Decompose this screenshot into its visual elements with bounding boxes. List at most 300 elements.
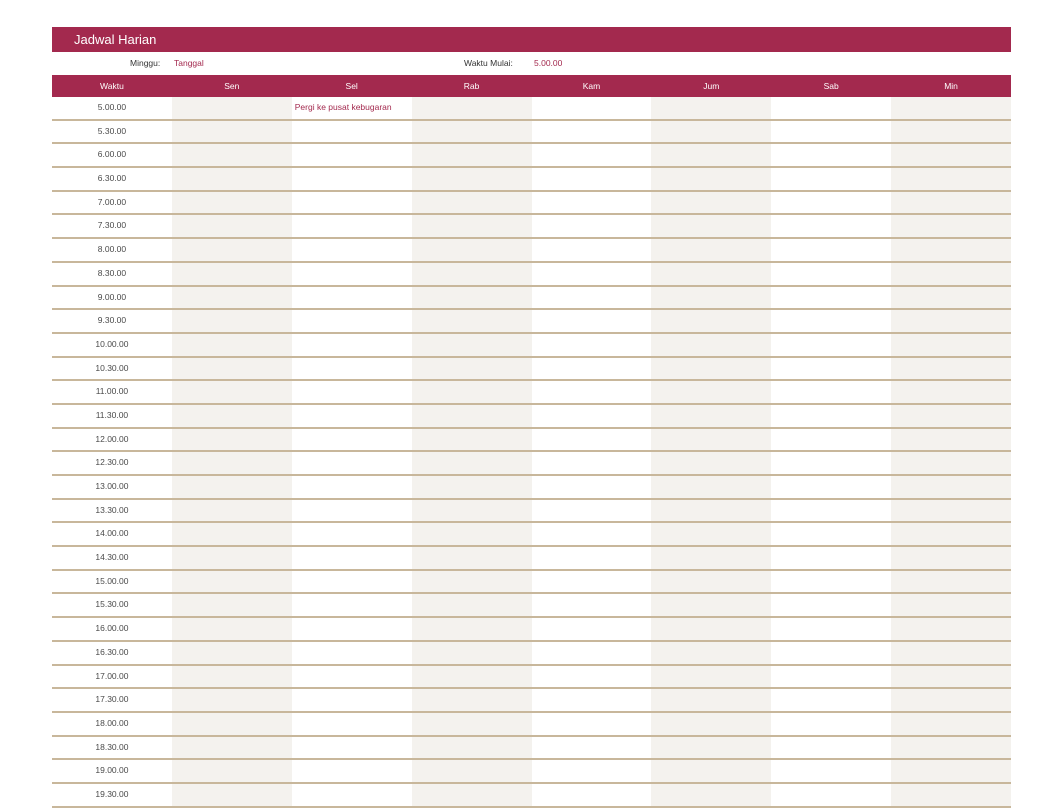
schedule-cell[interactable] [891,121,1011,143]
schedule-cell[interactable] [412,689,532,711]
schedule-entry [412,789,415,799]
schedule-cell[interactable] [172,121,292,143]
schedule-entry [771,718,774,728]
schedule-entry [412,244,415,254]
schedule-cell[interactable] [412,192,532,214]
schedule-cell[interactable] [891,689,1011,711]
schedule-entry [412,552,415,562]
schedule-cell[interactable] [172,358,292,380]
schedule-cell[interactable] [891,192,1011,214]
schedule-entry [532,694,535,704]
schedule-cell[interactable] [412,215,532,237]
schedule-entry [771,102,774,112]
schedule-cell[interactable] [292,547,412,569]
schedule-cell[interactable] [651,310,771,332]
schedule-cell[interactable] [771,594,891,616]
schedule-cell[interactable] [172,571,292,593]
schedule-entry [771,576,774,586]
schedule-cell[interactable] [891,239,1011,261]
schedule-cell[interactable] [532,452,652,474]
schedule-cell[interactable] [651,452,771,474]
schedule-cell[interactable] [412,287,532,309]
schedule-cell[interactable] [651,642,771,664]
schedule-cell[interactable] [412,713,532,735]
schedule-cell[interactable] [532,547,652,569]
schedule-cell[interactable] [172,784,292,806]
schedule-cell[interactable] [292,642,412,664]
schedule-cell[interactable] [532,144,652,166]
schedule-entry [532,126,535,136]
schedule-cell[interactable] [532,121,652,143]
schedule-cell[interactable] [891,215,1011,237]
schedule-entry [412,126,415,136]
schedule-cell[interactable] [532,618,652,640]
schedule-cell[interactable] [412,784,532,806]
time-slot-cell: 12.00.00 [95,433,129,444]
schedule-entry [172,126,175,136]
schedule-cell[interactable] [532,594,652,616]
time-slot-cell: 6.30.00 [97,173,127,184]
schedule-entry [172,363,175,373]
schedule-entry [891,694,894,704]
schedule-cell[interactable] [292,358,412,380]
schedule-entry [651,481,654,491]
schedule-cell[interactable] [172,500,292,522]
schedule-cell[interactable] [891,334,1011,356]
schedule-cell[interactable] [412,571,532,593]
table-row [52,358,1011,382]
schedule-cell[interactable] [771,121,891,143]
table-row [52,689,1011,713]
schedule-cell[interactable] [771,215,891,237]
schedule-entry [412,268,415,278]
schedule-cell[interactable] [292,239,412,261]
schedule-entry [651,789,654,799]
table-row [52,784,1011,808]
schedule-cell[interactable] [771,642,891,664]
schedule-cell[interactable] [412,334,532,356]
schedule-cell[interactable] [172,263,292,285]
schedule-cell[interactable] [771,500,891,522]
schedule-cell[interactable] [891,784,1011,806]
schedule-cell[interactable] [532,310,652,332]
schedule-cell[interactable] [532,97,652,119]
schedule-cell[interactable] [412,547,532,569]
table-row [52,192,1011,216]
schedule-cell[interactable] [651,192,771,214]
schedule-cell[interactable] [891,381,1011,403]
schedule-cell[interactable] [172,666,292,688]
schedule-cell[interactable] [891,405,1011,427]
schedule-cell[interactable] [172,192,292,214]
schedule-entry [172,292,175,302]
time-slot-cell: 9.00.00 [97,291,127,302]
schedule-cell[interactable] [172,168,292,190]
schedule-cell[interactable] [532,476,652,498]
schedule-entry [412,315,415,325]
schedule-cell[interactable] [771,713,891,735]
schedule-cell[interactable] [292,760,412,782]
schedule-cell[interactable] [771,571,891,593]
schedule-cell[interactable] [292,618,412,640]
schedule-cell[interactable] [771,523,891,545]
schedule-cell[interactable] [172,689,292,711]
schedule-cell[interactable] [292,97,412,119]
schedule-cell[interactable] [532,334,652,356]
schedule-cell[interactable] [412,737,532,759]
schedule-cell[interactable] [651,594,771,616]
schedule-cell[interactable] [771,358,891,380]
schedule-cell[interactable] [292,310,412,332]
schedule-entry: Pergi ke pusat kebugaran [294,102,392,112]
schedule-cell[interactable] [532,263,652,285]
schedule-cell[interactable] [651,334,771,356]
schedule-cell[interactable] [172,239,292,261]
schedule-cell[interactable] [651,97,771,119]
schedule-entry [891,197,894,207]
schedule-cell[interactable] [292,571,412,593]
schedule-cell[interactable] [172,334,292,356]
schedule-cell[interactable] [292,263,412,285]
time-slot-cell: 19.00.00 [95,765,129,776]
schedule-cell[interactable] [292,192,412,214]
schedule-cell[interactable] [771,381,891,403]
schedule-cell[interactable] [891,97,1011,119]
schedule-entry [412,671,415,681]
schedule-cell[interactable] [651,358,771,380]
time-slot-cell: 18.30.00 [95,741,129,752]
schedule-cell[interactable] [891,358,1011,380]
schedule-cell[interactable] [412,239,532,261]
schedule-cell[interactable] [771,239,891,261]
schedule-cell[interactable] [891,547,1011,569]
schedule-entry [172,671,175,681]
schedule-entry [292,244,295,254]
schedule-entry [771,623,774,633]
schedule-entry [891,126,894,136]
schedule-entry [651,765,654,775]
schedule-cell[interactable] [651,571,771,593]
schedule-cell[interactable] [771,547,891,569]
schedule-cell[interactable] [651,168,771,190]
schedule-cell[interactable] [891,144,1011,166]
time-slot-cell: 12.30.00 [95,457,129,468]
schedule-cell[interactable] [651,476,771,498]
schedule-cell[interactable] [891,760,1011,782]
time-slot-cell: 11.00.00 [95,386,129,397]
schedule-cell[interactable] [891,571,1011,593]
schedule-cell[interactable] [172,618,292,640]
schedule-entry [771,599,774,609]
schedule-entry [412,197,415,207]
schedule-cell[interactable] [412,358,532,380]
schedule-cell[interactable] [771,97,891,119]
schedule-cell[interactable] [532,689,652,711]
schedule-cell[interactable] [532,737,652,759]
schedule-cell[interactable] [292,381,412,403]
time-slot-cell: 14.00.00 [95,528,129,539]
schedule-cell[interactable] [292,405,412,427]
schedule-cell[interactable] [771,784,891,806]
schedule-cell[interactable] [292,168,412,190]
schedule-cell[interactable] [412,666,532,688]
schedule-cell[interactable] [172,547,292,569]
schedule-entry [651,292,654,302]
schedule-cell[interactable] [532,784,652,806]
schedule-entry [891,315,894,325]
schedule-cell[interactable] [292,452,412,474]
schedule-cell[interactable] [771,737,891,759]
schedule-cell[interactable] [412,310,532,332]
schedule-cell[interactable] [891,594,1011,616]
schedule-cell[interactable] [771,192,891,214]
column-header-row [52,75,1011,97]
schedule-cell[interactable] [891,287,1011,309]
schedule-entry [172,765,175,775]
schedule-cell[interactable] [771,476,891,498]
schedule-cell[interactable] [651,215,771,237]
time-slot-cell: 15.30.00 [95,599,129,610]
schedule-cell[interactable] [651,784,771,806]
schedule-cell[interactable] [412,97,532,119]
schedule-cell[interactable] [891,263,1011,285]
schedule-entry [771,315,774,325]
schedule-cell[interactable] [891,310,1011,332]
schedule-entry [651,410,654,420]
schedule-cell[interactable] [292,500,412,522]
schedule-cell[interactable] [532,713,652,735]
table-row [52,429,1011,453]
schedule-cell[interactable] [532,192,652,214]
schedule-entry [412,339,415,349]
schedule-cell[interactable] [771,618,891,640]
schedule-cell[interactable] [172,429,292,451]
schedule-cell[interactable] [532,429,652,451]
schedule-cell[interactable] [891,737,1011,759]
week-label: Minggu: [130,58,161,68]
schedule-entry [172,410,175,420]
schedule-cell[interactable] [891,666,1011,688]
schedule-cell[interactable] [172,642,292,664]
schedule-cell[interactable] [891,500,1011,522]
schedule-cell[interactable] [891,713,1011,735]
schedule-entry [172,647,175,657]
schedule-cell[interactable] [651,523,771,545]
schedule-cell[interactable] [532,523,652,545]
schedule-cell[interactable] [651,405,771,427]
time-slot-cell: 9.30.00 [97,315,127,326]
schedule-cell[interactable] [292,784,412,806]
schedule-cell[interactable] [172,405,292,427]
schedule-cell[interactable] [172,523,292,545]
schedule-cell[interactable] [412,121,532,143]
schedule-cell[interactable] [292,287,412,309]
schedule-cell[interactable] [651,239,771,261]
schedule-cell[interactable] [532,760,652,782]
schedule-cell[interactable] [172,381,292,403]
schedule-entry [651,694,654,704]
schedule-cell[interactable] [412,594,532,616]
schedule-cell[interactable] [651,737,771,759]
schedule-cell[interactable] [532,571,652,593]
schedule-cell[interactable] [651,144,771,166]
schedule-entry [891,481,894,491]
schedule-cell[interactable] [292,334,412,356]
schedule-entry [172,694,175,704]
schedule-entry [651,386,654,396]
schedule-cell[interactable] [651,429,771,451]
schedule-entry [771,765,774,775]
schedule-cell[interactable] [771,263,891,285]
schedule-cell[interactable] [771,287,891,309]
schedule-cell[interactable] [292,523,412,545]
schedule-cell[interactable] [771,405,891,427]
schedule-entry [891,552,894,562]
schedule-cell[interactable] [532,168,652,190]
schedule-cell[interactable] [771,310,891,332]
schedule-cell[interactable] [172,144,292,166]
schedule-cell[interactable] [292,594,412,616]
schedule-entry [292,268,295,278]
schedule-cell[interactable] [292,121,412,143]
schedule-cell[interactable] [292,215,412,237]
schedule-cell[interactable] [651,689,771,711]
schedule-cell[interactable] [651,666,771,688]
schedule-cell[interactable] [771,689,891,711]
schedule-entry [412,599,415,609]
schedule-entry [651,742,654,752]
schedule-entry [292,694,295,704]
schedule-cell[interactable] [412,618,532,640]
time-slot-cell: 17.30.00 [95,694,129,705]
schedule-entry [412,410,415,420]
schedule-cell[interactable] [412,429,532,451]
schedule-cell[interactable] [891,476,1011,498]
schedule-cell[interactable] [412,405,532,427]
schedule-cell[interactable] [891,168,1011,190]
schedule-cell[interactable] [891,452,1011,474]
schedule-cell[interactable] [292,429,412,451]
schedule-cell[interactable] [412,168,532,190]
schedule-entry [891,244,894,254]
schedule-entry [891,410,894,420]
column-header-day: Sen [224,81,240,91]
schedule-cell[interactable] [292,476,412,498]
schedule-cell[interactable] [532,287,652,309]
schedule-cell[interactable] [532,642,652,664]
schedule-cell[interactable] [651,381,771,403]
schedule-cell[interactable] [172,713,292,735]
schedule-entry [891,268,894,278]
schedule-entry [172,576,175,586]
schedule-cell[interactable] [412,523,532,545]
schedule-cell[interactable] [651,121,771,143]
schedule-cell[interactable] [532,358,652,380]
schedule-cell[interactable] [771,760,891,782]
week-value-cell[interactable]: Tanggal [174,58,204,68]
schedule-entry [891,742,894,752]
schedule-entry [172,505,175,515]
schedule-cell[interactable] [891,523,1011,545]
schedule-cell[interactable] [172,97,292,119]
schedule-cell[interactable] [771,666,891,688]
table-row [52,121,1011,145]
schedule-entry [412,623,415,633]
schedule-entry [292,789,295,799]
schedule-cell[interactable] [412,263,532,285]
schedule-cell[interactable] [771,429,891,451]
schedule-cell[interactable] [292,737,412,759]
schedule-cell[interactable] [532,405,652,427]
schedule-cell[interactable] [651,263,771,285]
schedule-entry [651,576,654,586]
schedule-cell[interactable] [172,310,292,332]
schedule-entry [172,102,175,112]
schedule-cell[interactable] [292,713,412,735]
schedule-entry [651,102,654,112]
schedule-cell[interactable] [532,239,652,261]
schedule-cell[interactable] [651,287,771,309]
schedule-entry [891,173,894,183]
schedule-cell[interactable] [651,500,771,522]
schedule-cell[interactable] [891,642,1011,664]
schedule-cell[interactable] [412,500,532,522]
schedule-cell[interactable] [651,713,771,735]
schedule-cell[interactable] [771,452,891,474]
schedule-entry [532,552,535,562]
schedule-entry [172,339,175,349]
schedule-cell[interactable] [771,144,891,166]
schedule-cell[interactable] [292,144,412,166]
schedule-entry [532,481,535,491]
start-time-value-cell[interactable]: 5.00.00 [534,58,563,68]
schedule-cell[interactable] [651,618,771,640]
schedule-cell[interactable] [292,689,412,711]
time-slot-cell: 14.30.00 [95,552,129,563]
schedule-cell[interactable] [412,476,532,498]
schedule-cell[interactable] [651,547,771,569]
schedule-entry [771,789,774,799]
schedule-cell[interactable] [771,334,891,356]
schedule-cell[interactable] [172,594,292,616]
schedule-cell[interactable] [172,476,292,498]
schedule-cell[interactable] [412,144,532,166]
schedule-entry [172,220,175,230]
schedule-cell[interactable] [651,760,771,782]
schedule-cell[interactable] [891,429,1011,451]
schedule-cell[interactable] [172,452,292,474]
schedule-cell[interactable] [412,642,532,664]
schedule-cell[interactable] [412,381,532,403]
schedule-cell[interactable] [532,215,652,237]
schedule-cell[interactable] [412,452,532,474]
schedule-entry [532,386,535,396]
schedule-cell[interactable] [292,666,412,688]
schedule-cell[interactable] [172,287,292,309]
schedule-entry [891,102,894,112]
schedule-cell[interactable] [172,760,292,782]
schedule-cell[interactable] [532,666,652,688]
schedule-cell[interactable] [172,215,292,237]
schedule-cell[interactable] [532,381,652,403]
schedule-cell[interactable] [891,618,1011,640]
schedule-cell[interactable] [771,168,891,190]
table-row [52,594,1011,618]
time-slot-cell: 15.00.00 [95,575,129,586]
schedule-cell[interactable] [412,760,532,782]
schedule-cell[interactable] [532,500,652,522]
schedule-cell[interactable] [172,737,292,759]
